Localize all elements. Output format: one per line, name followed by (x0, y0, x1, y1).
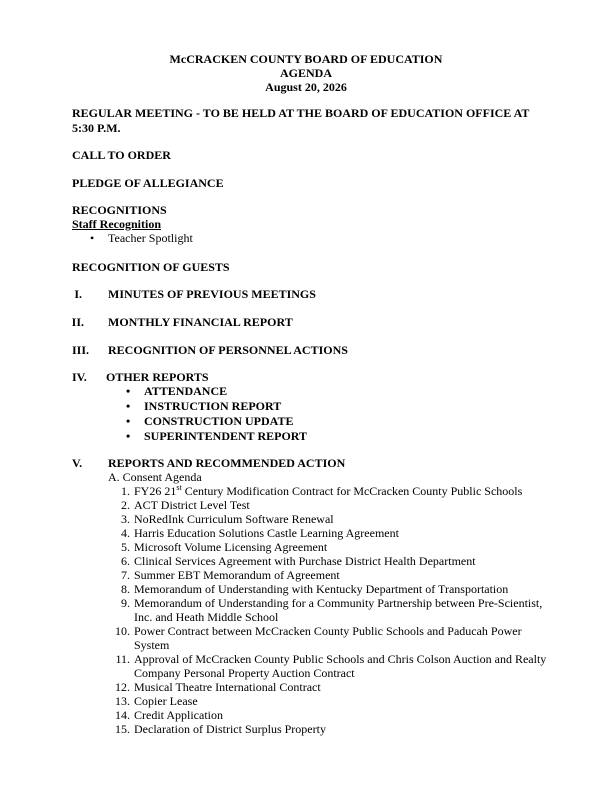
call-to-order: CALL TO ORDER (72, 148, 171, 162)
item-text: ACT District Level Test (134, 498, 250, 512)
other-reports-list (126, 384, 307, 444)
item-number: 6. (121, 554, 130, 568)
item-text: Power Contract between McCracken County Public Schools and Paducah Power System (134, 624, 522, 652)
list-item (108, 568, 548, 582)
list-item (108, 680, 548, 694)
item-text: Summer EBT Memorandum of Agreement (134, 568, 340, 582)
list-item: • INSTRUCTION REPORT (126, 399, 307, 414)
item-number: 10. (115, 624, 130, 638)
section-number: IV. (72, 370, 87, 384)
list-item (108, 484, 548, 498)
list-item (108, 554, 548, 568)
item-text: Approval of McCracken County Public Schools and Chris Colson Auction and Realty Company Personal Property Auction Contract (134, 652, 547, 680)
staff-recognition-list (90, 231, 193, 245)
item-text: Harris Education Solutions Castle Learning Agreement (134, 526, 399, 540)
section-number: III. (72, 343, 90, 357)
list-item (108, 540, 548, 554)
item-number: 9. (121, 596, 130, 610)
consent-agenda-label: A. Consent Agenda (108, 470, 202, 484)
item-text: Credit Application (134, 708, 223, 722)
list-item (108, 694, 548, 708)
list-item: • Teacher Spotlight (90, 231, 193, 245)
item-number: 13. (115, 694, 130, 708)
list-item (108, 582, 548, 596)
pledge-of-allegiance: PLEDGE OF ALLEGIANCE (72, 176, 224, 190)
item-text-end: Century Modification Contract for McCracken County Public Schools (181, 484, 523, 498)
recognitions-title: RECOGNITIONS (72, 203, 167, 217)
item-number: 2. (121, 498, 130, 512)
list-item (108, 512, 548, 526)
section-title: MONTHLY FINANCIAL REPORT (108, 315, 293, 329)
item-number: 12. (115, 680, 130, 694)
item-text-start: FY26 21 (134, 484, 177, 498)
item-text: Declaration of District Surplus Property (134, 722, 326, 736)
item-text: NoRedInk Curriculum Software Renewal (134, 512, 334, 526)
org-name: McCRACKEN COUNTY BOARD OF EDUCATION (169, 52, 443, 66)
item-number: 7. (121, 568, 130, 582)
list-item (108, 624, 548, 652)
item-text: Copier Lease (134, 694, 198, 708)
recognition-of-guests: RECOGNITION OF GUESTS (72, 260, 230, 274)
item-text: Memorandum of Understanding for a Community Partnership between Pre-Scientist, Inc. and Heath Middle School (134, 596, 543, 624)
item-number: 3. (121, 512, 130, 526)
consent-agenda-list (108, 484, 548, 736)
item-text: Memorandum of Understanding with Kentucky Department of Transportation (134, 582, 509, 596)
meeting-date: August 20, 2026 (265, 80, 347, 94)
list-item (108, 708, 548, 722)
item-number: 4. (121, 526, 130, 540)
item-number: 14. (115, 708, 130, 722)
item-number: 8. (121, 582, 130, 596)
list-item (108, 596, 548, 624)
list-item: • SUPERINTENDENT REPORT (126, 429, 307, 444)
ordinal-suffix: st (176, 483, 182, 492)
list-item (108, 498, 548, 512)
item-text (134, 484, 522, 498)
item-text: Clinical Services Agreement with Purchase District Health Department (134, 554, 476, 568)
list-item (108, 526, 548, 540)
item-number: 15. (115, 722, 130, 736)
item-text: Microsoft Volume Licensing Agreement (134, 540, 328, 554)
list-item: • ATTENDANCE (126, 384, 307, 399)
section-title: REPORTS AND RECOMMENDED ACTION (108, 456, 346, 470)
item-number: 1. (121, 484, 130, 498)
item-number: 5. (121, 540, 130, 554)
section-number: II. (71, 315, 84, 329)
meeting-notice: REGULAR MEETING - TO BE HELD AT THE BOARD OF EDUCATION OFFICE AT 5:30 P.M. (72, 106, 530, 135)
section-title: RECOGNITION OF PERSONNEL ACTIONS (108, 343, 348, 357)
item-number: 11. (115, 652, 130, 666)
list-item (108, 652, 548, 680)
document-header (0, 52, 612, 94)
doc-type: AGENDA (279, 66, 332, 80)
staff-recognition-title: Staff Recognition (72, 217, 161, 231)
list-item (108, 722, 548, 736)
section-number: V. (72, 456, 83, 470)
staff-recognition-block (72, 217, 193, 245)
item-text: Musical Theatre International Contract (134, 680, 321, 694)
section-number: I. (74, 287, 82, 301)
section-title: MINUTES OF PREVIOUS MEETINGS (108, 287, 316, 301)
list-item: • CONSTRUCTION UPDATE (126, 414, 307, 429)
section-title: OTHER REPORTS (106, 370, 209, 384)
